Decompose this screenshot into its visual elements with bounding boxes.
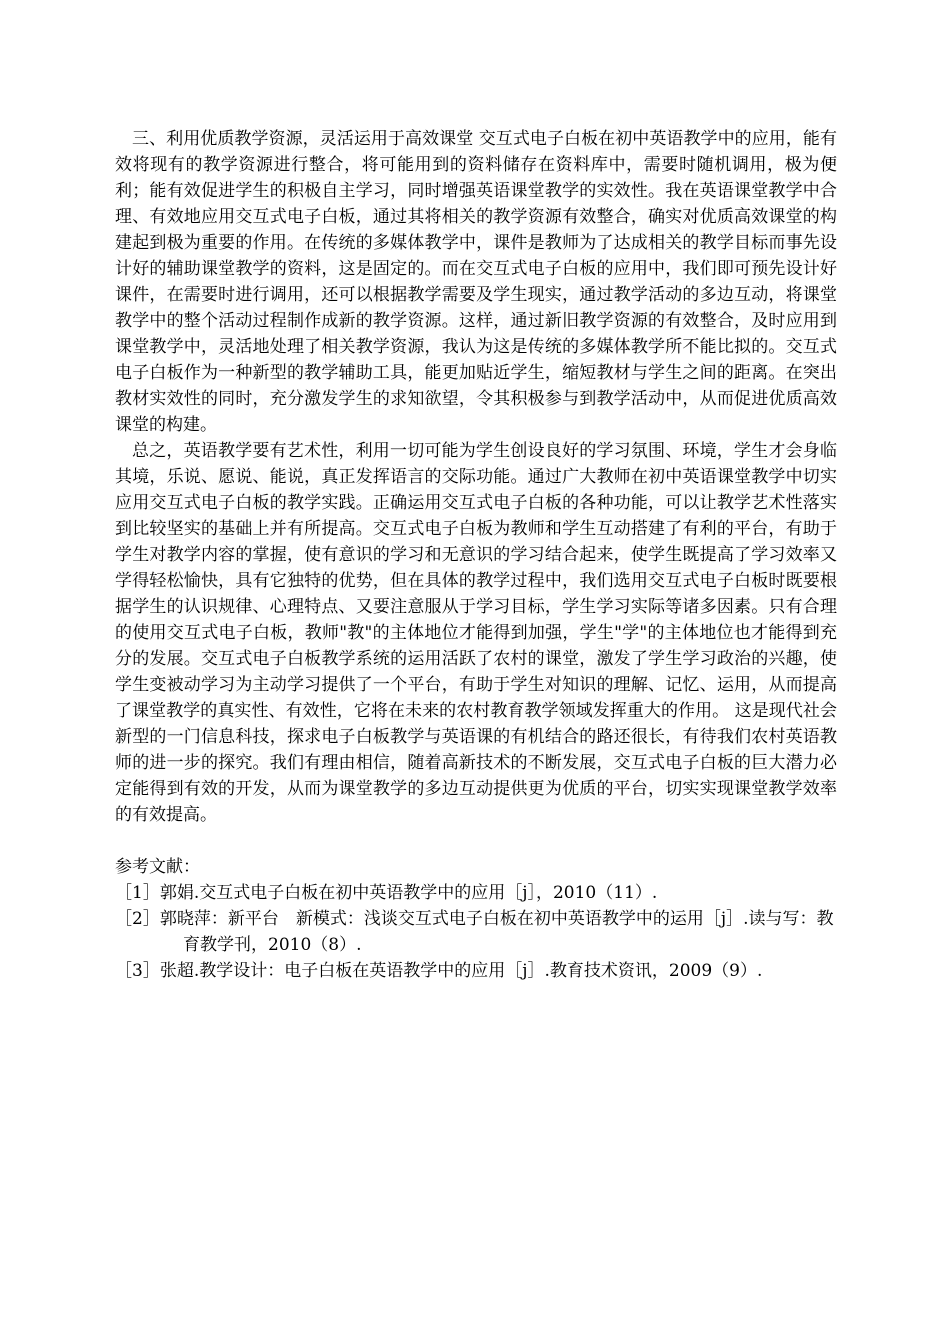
reference-item-1: ［1］郭娟.交互式电子白板在初中英语教学中的应用［j］，2010（11）.: [115, 883, 658, 903]
document-page: [115, 126, 837, 984]
reference-item-2: ［2］郭晓萍：新平台 新模式：浅谈交互式电子白板在初中英语教学中的运用［j］.读与写：教育教学刊，2010（8）.: [115, 909, 834, 955]
document-body: [115, 126, 837, 828]
reference-item-3: ［3］张超.教学设计：电子白板在英语教学中的应用［j］.教育技术资讯，2009（9）.: [115, 961, 763, 981]
paragraph-conclusion: 总之，英语教学要有艺术性，利用一切可能为学生创设良好的学习氛围、环境，学生才会身临其境，乐说、愿说、能说，真正发挥语言的交际功能。通过广大教师在初中英语课堂教学中切实应用交互式电子白板的教学实践。正确运用交互式电子白板的各种功能，可以让教学艺术性落实到比较坚实的基础上并有所提高。交互式电子白板为教师和学生互动搭建了有利的平台，有助于学生对教学内容的掌握，使有意识的学习和无意识的学习结合起来，使学生既提高了学习效率又学得轻松愉快，具有它独特的优势，但在具体的教学过程中，我们选用交互式电子白板时既要根据学生的认识规律、心理特点、又要注意服从于学习目标，学生学习实际等诸多因素。只有合理的使用交互式电子白板，教师"教"的主体地位才能得到加强，学生"学"的主体地位也才能得到充分的发展。交互式电子白板教学系统的运用活跃了农村的课堂，激发了学生学习政治的兴趣，使学生变被动学习为主动学习提供了一个平台，有助于学生对知识的理解、记忆、运用，从而提高了课堂教学的真实性、有效性，它将在未来的农村教育教学领域发挥重大的作用。 这是现代社会新型的一门信息科技，探求电子白板教学与英语课的有机结合的路还很长，有待我们农村英语教师的进一步的探究。我们有理由相信，随着高新技术的不断发展，交互式电子白板的巨大潜力必定能得到有效的开发，从而为课堂教学的多边互动提供更为优质的平台，切实实现课堂教学效率的有效提高。: [115, 441, 837, 825]
references-list: [115, 880, 837, 984]
paragraph-resources: 三、利用优质教学资源，灵活运用于高效课堂 交互式电子白板在初中英语教学中的应用，能有效将现有的教学资源进行整合，将可能用到的资料储存在资料库中，需要时随机调用，极为便利；能有效促进学生的积极自主学习，同时增强英语课堂教学的实效性。我在英语课堂教学中合理、有效地应用交互式电子白板，通过其将相关的教学资源有效整合，确实对优质高效课堂的构建起到极为重要的作用。在传统的多媒体教学中，课件是教师为了达成相关的教学目标而事先设计好的辅助课堂教学的资料，这是固定的。而在交互式电子白板的应用中，我们即可预先设计好课件，在需要时进行调用，还可以根据教学需要及学生现实，通过教学活动的多边互动，将课堂教学中的整个活动过程制作成新的教学资源。这样，通过新旧教学资源的有效整合，及时应用到课堂教学中，灵活地处理了相关教学资源，我认为这是传统的多媒体教学所不能比拟的。交互式电子白板作为一种新型的教学辅助工具，能更加贴近学生，缩短教材与学生之间的距离。在突出教材实效性的同时，充分激发学生的求知欲望，令其积极参与到教学活动中，从而促进优质高效课堂的构建。: [115, 129, 837, 435]
references-heading: 参考文献：: [115, 857, 200, 877]
references-section: [115, 854, 837, 984]
